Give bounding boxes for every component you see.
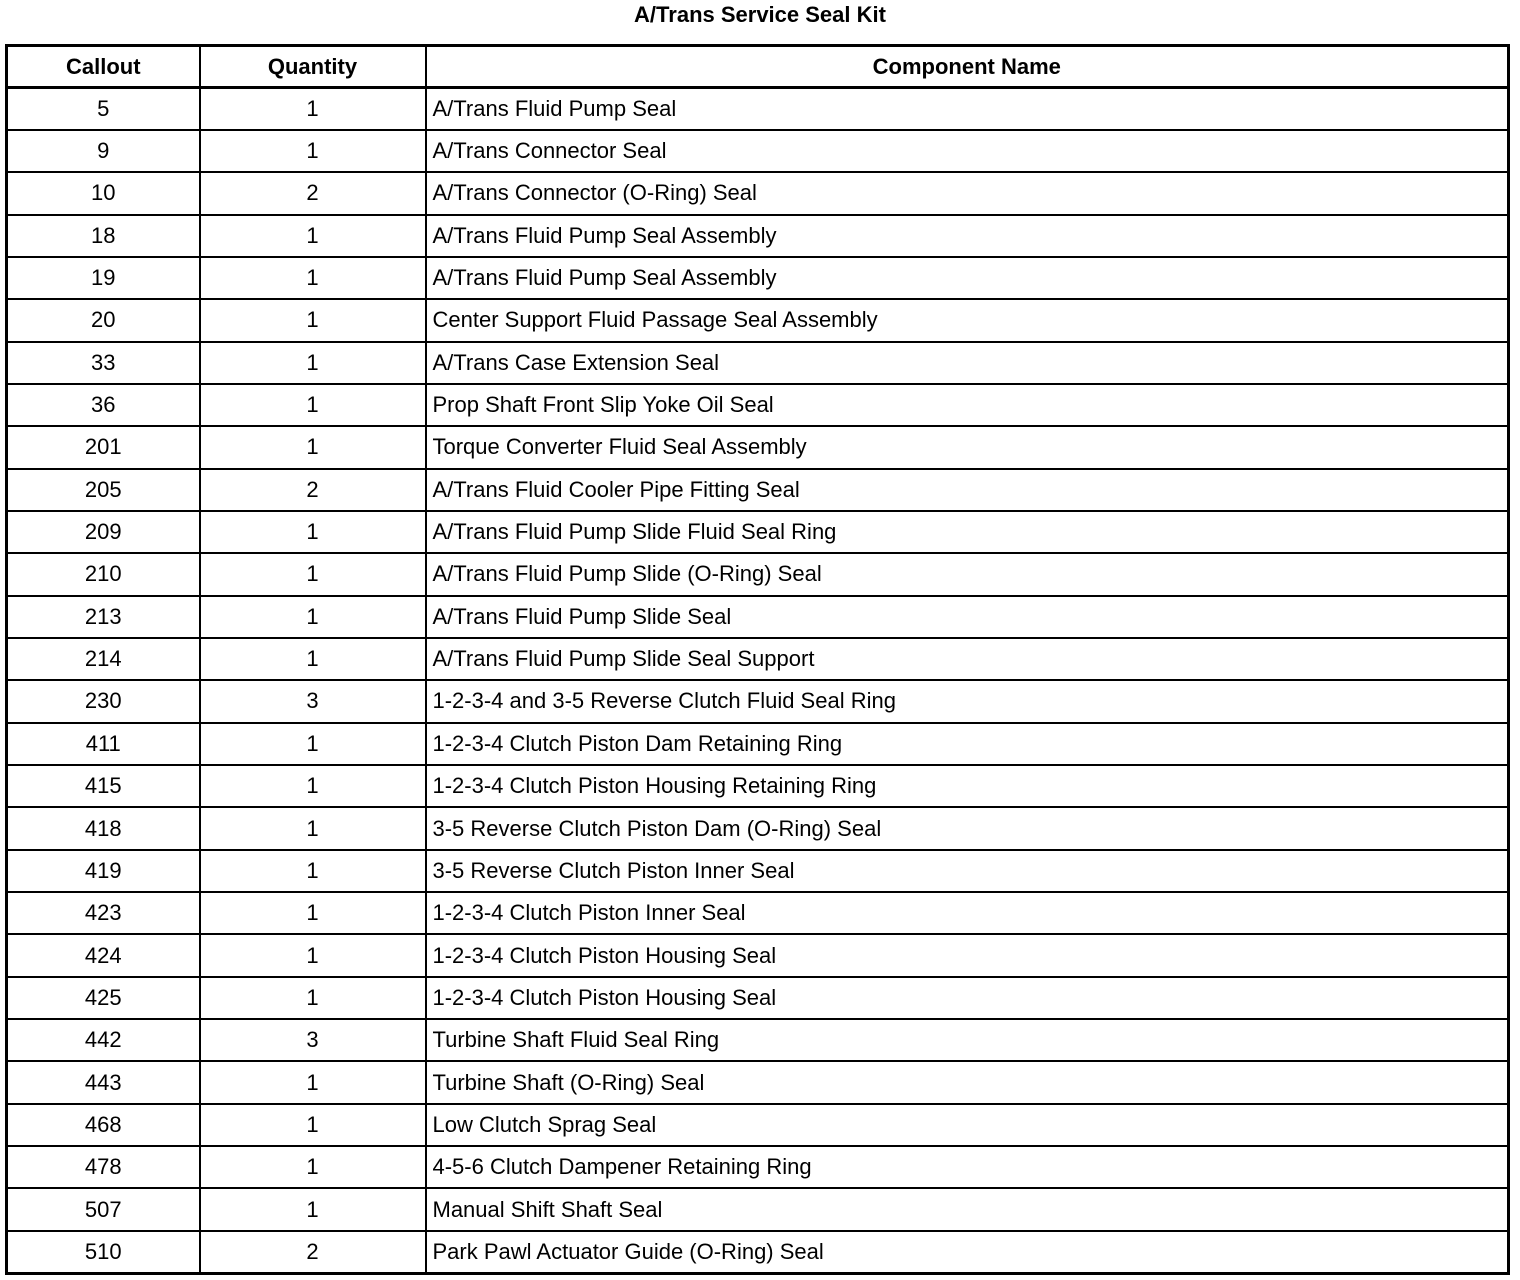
cell-callout: 19 (7, 257, 200, 299)
cell-component-name: 3-5 Reverse Clutch Piston Inner Seal (426, 850, 1509, 892)
cell-component-name: A/Trans Fluid Pump Slide Fluid Seal Ring (426, 511, 1509, 553)
cell-quantity: 1 (200, 88, 426, 130)
table-row (7, 1188, 1509, 1230)
header-quantity: Quantity (200, 46, 426, 88)
table-row (7, 384, 1509, 426)
table-row (7, 807, 1509, 849)
cell-callout: 36 (7, 384, 200, 426)
cell-callout: 507 (7, 1188, 200, 1230)
cell-component-name: A/Trans Fluid Cooler Pipe Fitting Seal (426, 469, 1509, 511)
cell-component-name: A/Trans Fluid Pump Slide Seal Support (426, 638, 1509, 680)
cell-quantity: 2 (200, 1231, 426, 1274)
cell-component-name: A/Trans Connector (O-Ring) Seal (426, 172, 1509, 214)
table-row (7, 553, 1509, 595)
cell-callout: 20 (7, 299, 200, 341)
cell-callout: 411 (7, 723, 200, 765)
cell-callout: 5 (7, 88, 200, 130)
cell-component-name: 3-5 Reverse Clutch Piston Dam (O-Ring) Seal (426, 807, 1509, 849)
table-row (7, 680, 1509, 722)
cell-quantity: 1 (200, 1188, 426, 1230)
cell-quantity: 1 (200, 384, 426, 426)
cell-callout: 209 (7, 511, 200, 553)
table-row (7, 342, 1509, 384)
cell-component-name: 1-2-3-4 Clutch Piston Housing Seal (426, 977, 1509, 1019)
cell-component-name: Manual Shift Shaft Seal (426, 1188, 1509, 1230)
table-row (7, 469, 1509, 511)
cell-callout: 415 (7, 765, 200, 807)
cell-callout: 230 (7, 680, 200, 722)
table-row (7, 723, 1509, 765)
cell-callout: 205 (7, 469, 200, 511)
cell-component-name: 1-2-3-4 Clutch Piston Housing Seal (426, 934, 1509, 976)
cell-quantity: 2 (200, 469, 426, 511)
cell-quantity: 3 (200, 680, 426, 722)
cell-quantity: 1 (200, 638, 426, 680)
table-row (7, 934, 1509, 976)
table-header-row (7, 46, 1509, 88)
table-row (7, 850, 1509, 892)
cell-component-name: Prop Shaft Front Slip Yoke Oil Seal (426, 384, 1509, 426)
cell-callout: 478 (7, 1146, 200, 1188)
table-row (7, 765, 1509, 807)
cell-callout: 442 (7, 1019, 200, 1061)
cell-quantity: 3 (200, 1019, 426, 1061)
cell-callout: 425 (7, 977, 200, 1019)
cell-quantity: 1 (200, 130, 426, 172)
header-callout: Callout (7, 46, 200, 88)
cell-callout: 9 (7, 130, 200, 172)
cell-quantity: 1 (200, 934, 426, 976)
cell-component-name: A/Trans Case Extension Seal (426, 342, 1509, 384)
table-row (7, 1019, 1509, 1061)
table-row (7, 977, 1509, 1019)
cell-callout: 210 (7, 553, 200, 595)
cell-callout: 419 (7, 850, 200, 892)
cell-callout: 214 (7, 638, 200, 680)
table-row (7, 511, 1509, 553)
cell-quantity: 1 (200, 553, 426, 595)
cell-component-name: Torque Converter Fluid Seal Assembly (426, 426, 1509, 468)
cell-component-name: A/Trans Fluid Pump Seal (426, 88, 1509, 130)
cell-component-name: 4-5-6 Clutch Dampener Retaining Ring (426, 1146, 1509, 1188)
header-component-name: Component Name (426, 46, 1509, 88)
cell-component-name: Park Pawl Actuator Guide (O-Ring) Seal (426, 1231, 1509, 1274)
table-row (7, 215, 1509, 257)
cell-callout: 424 (7, 934, 200, 976)
table-row (7, 426, 1509, 468)
cell-component-name: A/Trans Fluid Pump Seal Assembly (426, 257, 1509, 299)
cell-component-name: A/Trans Fluid Pump Seal Assembly (426, 215, 1509, 257)
cell-quantity: 1 (200, 511, 426, 553)
cell-callout: 213 (7, 596, 200, 638)
table-row (7, 1146, 1509, 1188)
cell-quantity: 1 (200, 342, 426, 384)
cell-component-name: 1-2-3-4 Clutch Piston Inner Seal (426, 892, 1509, 934)
cell-component-name: A/Trans Connector Seal (426, 130, 1509, 172)
cell-component-name: A/Trans Fluid Pump Slide (O-Ring) Seal (426, 553, 1509, 595)
cell-quantity: 2 (200, 172, 426, 214)
cell-callout: 468 (7, 1104, 200, 1146)
cell-component-name: Center Support Fluid Passage Seal Assembly (426, 299, 1509, 341)
cell-quantity: 1 (200, 977, 426, 1019)
cell-callout: 33 (7, 342, 200, 384)
table-row (7, 172, 1509, 214)
cell-quantity: 1 (200, 299, 426, 341)
cell-quantity: 1 (200, 257, 426, 299)
cell-quantity: 1 (200, 426, 426, 468)
table-row (7, 130, 1509, 172)
cell-quantity: 1 (200, 1061, 426, 1103)
cell-component-name: Turbine Shaft (O-Ring) Seal (426, 1061, 1509, 1103)
cell-callout: 201 (7, 426, 200, 468)
table-row (7, 257, 1509, 299)
cell-callout: 443 (7, 1061, 200, 1103)
cell-quantity: 1 (200, 765, 426, 807)
cell-quantity: 1 (200, 892, 426, 934)
cell-callout: 423 (7, 892, 200, 934)
cell-callout: 10 (7, 172, 200, 214)
table-row (7, 88, 1509, 130)
cell-component-name: 1-2-3-4 Clutch Piston Housing Retaining Ring (426, 765, 1509, 807)
table-row (7, 1231, 1509, 1274)
cell-component-name: Turbine Shaft Fluid Seal Ring (426, 1019, 1509, 1061)
cell-component-name: A/Trans Fluid Pump Slide Seal (426, 596, 1509, 638)
cell-quantity: 1 (200, 723, 426, 765)
cell-component-name: Low Clutch Sprag Seal (426, 1104, 1509, 1146)
cell-component-name: 1-2-3-4 and 3-5 Reverse Clutch Fluid Seal Ring (426, 680, 1509, 722)
cell-quantity: 1 (200, 850, 426, 892)
cell-quantity: 1 (200, 807, 426, 849)
table-row (7, 1061, 1509, 1103)
cell-callout: 510 (7, 1231, 200, 1274)
cell-quantity: 1 (200, 215, 426, 257)
page-title: A/Trans Service Seal Kit (634, 2, 886, 27)
cell-callout: 418 (7, 807, 200, 849)
seal-kit-table (5, 44, 1510, 1275)
cell-quantity: 1 (200, 596, 426, 638)
table-row (7, 638, 1509, 680)
cell-component-name: 1-2-3-4 Clutch Piston Dam Retaining Ring (426, 723, 1509, 765)
table-row (7, 892, 1509, 934)
cell-callout: 18 (7, 215, 200, 257)
cell-quantity: 1 (200, 1146, 426, 1188)
table-row (7, 596, 1509, 638)
table-row (7, 299, 1509, 341)
table-row (7, 1104, 1509, 1146)
cell-quantity: 1 (200, 1104, 426, 1146)
